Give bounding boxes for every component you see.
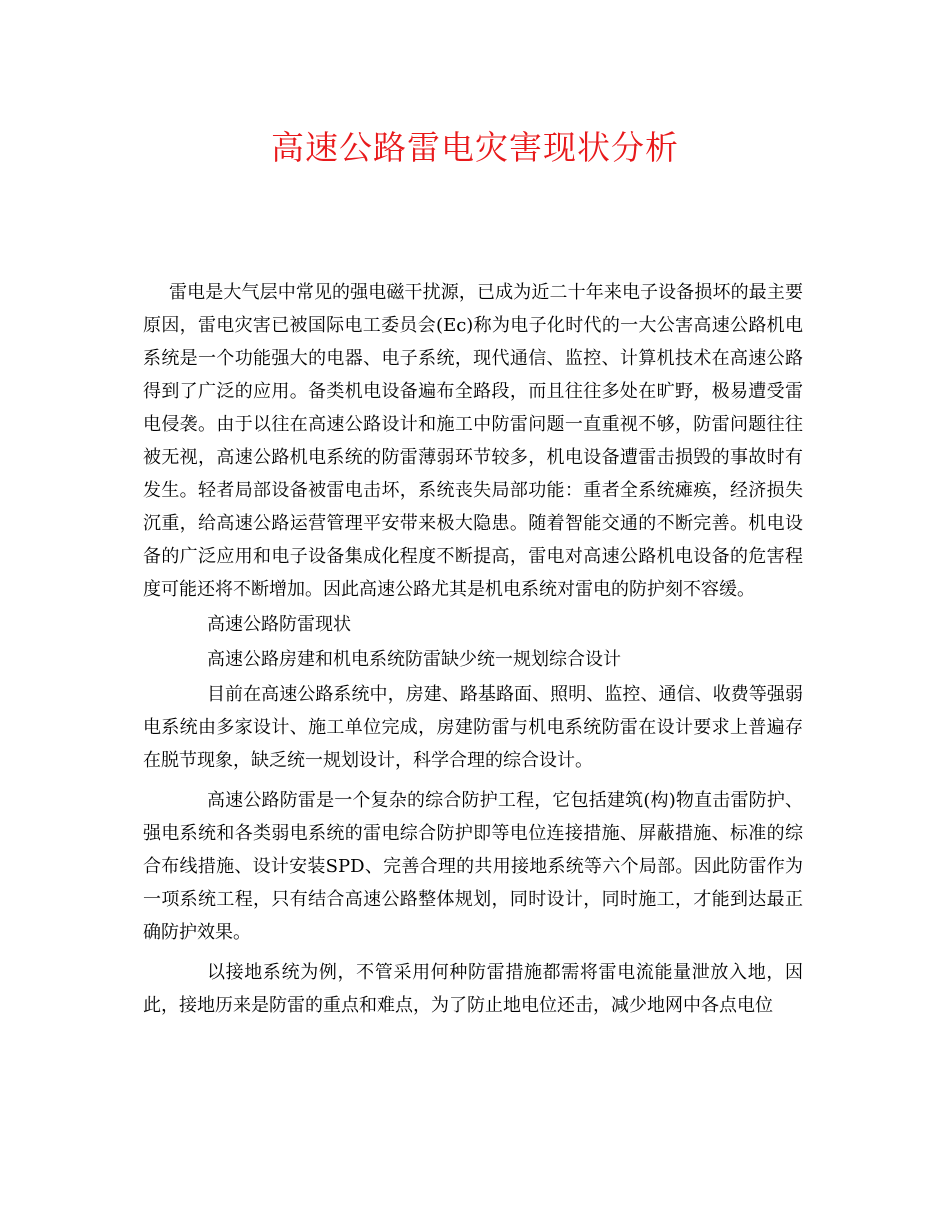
paragraph-current-design: 目前在高速公路系统中，房建、路基路面、照明、监控、通信、收费等强弱电系统由多家设计、施工单位完成，房建防雷与机电系统防雷在设计要求上普遍存在脱节现象，缺乏统一规划设计，科学合理的综合设计。 <box>143 684 803 771</box>
section-heading: 高速公路防雷现状 <box>207 614 351 635</box>
subsection-heading: 高速公路房建和机电系统防雷缺少统一规划综合设计 <box>207 649 621 670</box>
paragraph-intro: 雷电是大气层中常见的强电磁干扰源，已成为近二十年来电子设备损坏的最主要原因，雷电灾害已被国际电工委员会(Ec)称为电子化时代的一大公害高速公路机电系统是一个功能强大的电器、电子系统，现代通信、监控、计算机技术在高速公路得到了广泛的应用。备类机电设备遍布全路段，而且往往多处在旷野，极易遭受雷电侵袭。由于以往在高速公路设计和施工中防雷问题一直重视不够，防雷问题往往被无视，高速公路机电系统的防雷薄弱环节较多，机电设备遭雷击损毁的事故时有发生。轻者局部设备被雷电击坏，系统丧失局部功能：重者全系统瘫痪，经济损失沉重，给高速公路运营管理平安带来极大隐患。随着智能交通的不断完善。机电设备的广泛应用和电子设备集成化程度不断提高，雷电对高速公路机电设备的危害程度可能还将不断增加。因此高速公路尤其是机电系统对雷电的防护刻不容缓。 <box>143 282 803 600</box>
document-title: 高速公路雷电灾害现状分析 <box>271 128 679 167</box>
paragraph-grounding: 以接地系统为例，不管采用何种防雷措施都需将雷电流能量泄放入地，因此，接地历来是防雷的重点和难点，为了防止地电位还击，减少地网中各点电位 <box>143 962 803 1016</box>
paragraph-comprehensive-protection: 高速公路防雷是一个复杂的综合防护工程，它包括建筑(构)物直击雷防护、强电系统和各类弱电系统的雷电综合防护即等电位连接措施、屏蔽措施、标准的综合布线措施、设计安装SPD、完善合理的共用接地系统等六个局部。因此防雷作为一项系统工程，只有结合高速公路整体规划，同时设计，同时施工，才能到达最正确防护效果。 <box>143 790 803 943</box>
document-body <box>143 276 803 1022</box>
